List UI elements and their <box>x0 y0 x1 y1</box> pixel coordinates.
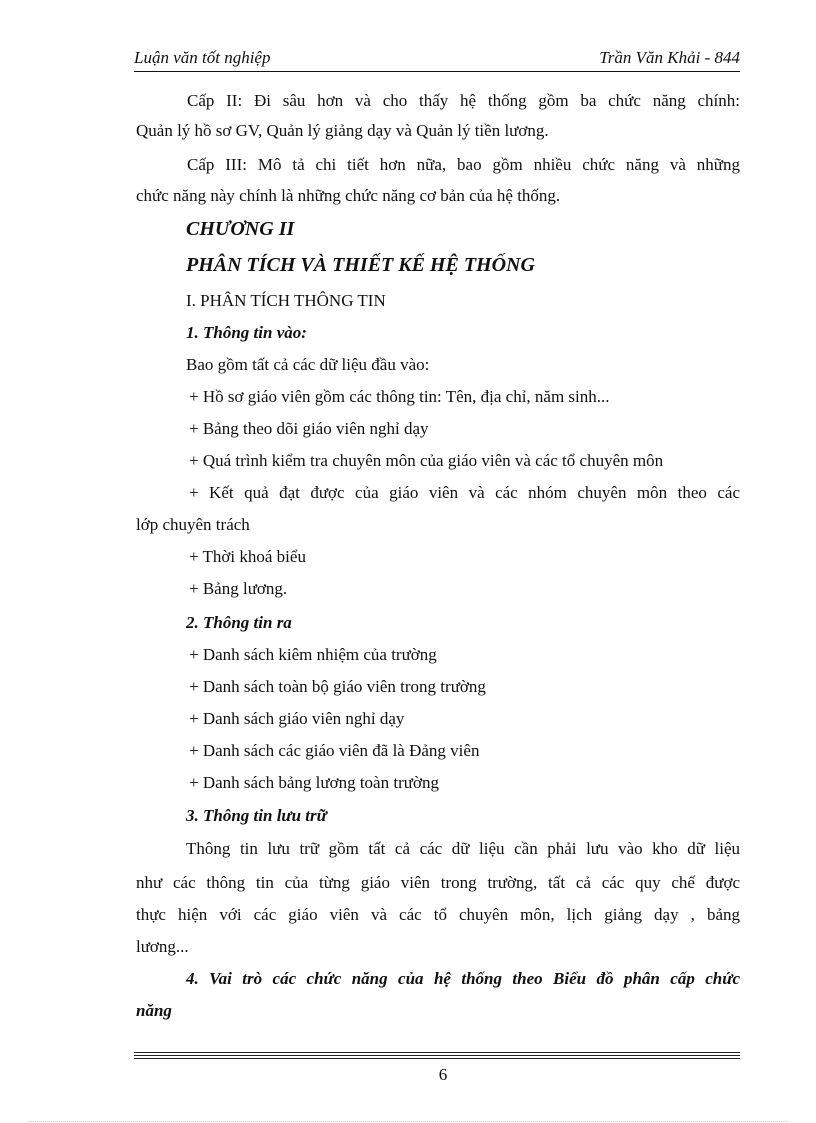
footer-rule <box>134 1052 740 1053</box>
paragraph-line: chức năng này chính là những chức năng cơ bản của hệ thống. <box>136 186 561 205</box>
list-item: + Danh sách bảng lương toàn trường <box>189 773 439 792</box>
paragraph-line: như các thông tin của từng giáo viên trong trường, tất cả các quy chế được <box>136 873 740 892</box>
paragraph-line: Cấp II: Đi sâu hơn và cho thấy hệ thống gồm ba chức năng chính: <box>187 91 740 110</box>
list-item: + Hồ sơ giáo viên gồm các thông tin: Tên, địa chỉ, năm sinh... <box>189 387 610 406</box>
paragraph-line: thực hiện với các giáo viên và các tổ chuyên môn, lịch giảng dạy , bảng <box>136 905 740 924</box>
paragraph-line: Bao gồm tất cả các dữ liệu đầu vào: <box>186 355 430 374</box>
list-item: + Bảng theo dõi giáo viên nghỉ dạy <box>189 419 429 438</box>
list-item: + Kết quả đạt được của giáo viên và các nhóm chuyên môn theo các <box>189 483 740 502</box>
section-heading: I. PHÂN TÍCH THÔNG TIN <box>186 291 386 310</box>
list-item: + Danh sách kiêm nhiệm của trường <box>189 645 437 664</box>
subsection-heading: 1. Thông tin vào: <box>186 323 307 342</box>
list-item: + Danh sách các giáo viên đã là Đảng viên <box>189 741 480 760</box>
footer-rule <box>134 1055 740 1056</box>
header-title: Luận văn tốt nghiệp <box>134 48 271 67</box>
subsection-heading: 2. Thông tin ra <box>186 613 292 632</box>
subsection-heading: 4. Vai trò các chức năng của hệ thống theo Biểu đồ phân cấp chức <box>186 969 740 988</box>
chapter-title: PHÂN TÍCH VÀ THIẾT KẾ HỆ THỐNG <box>186 254 535 276</box>
paragraph-line: lương... <box>136 937 189 956</box>
list-item: + Danh sách giáo viên nghỉ dạy <box>189 709 405 728</box>
list-item: + Danh sách toàn bộ giáo viên trong trường <box>189 677 486 696</box>
paragraph-line: Quản lý hồ sơ GV, Quản lý giảng dạy và Quản lý tiền lương. <box>136 121 549 140</box>
list-item: + Quá trình kiểm tra chuyên môn của giáo viên và các tổ chuyên môn <box>189 451 664 470</box>
subsection-heading: 3. Thông tin lưu trữ <box>186 806 327 825</box>
list-item: + Thời khoá biểu <box>189 547 306 566</box>
footer-rule <box>134 1058 740 1059</box>
header-author: Trần Văn Khải - 844 <box>599 48 740 67</box>
list-item-continuation: lớp chuyên trách <box>136 515 250 534</box>
page-edge-divider <box>28 1121 788 1122</box>
header-rule <box>134 71 740 72</box>
list-item: + Bảng lương. <box>189 579 288 598</box>
chapter-number: CHƯƠNG II <box>186 218 295 240</box>
subsection-heading-continuation: năng <box>136 1001 172 1020</box>
page-number: 6 <box>438 1065 448 1084</box>
paragraph-line: Thông tin lưu trữ gồm tất cả các dữ liệu cần phải lưu vào kho dữ liệu <box>186 839 740 858</box>
paragraph-line: Cấp III: Mô tả chi tiết hơn nữa, bao gồm nhiều chức năng và những <box>187 155 740 174</box>
